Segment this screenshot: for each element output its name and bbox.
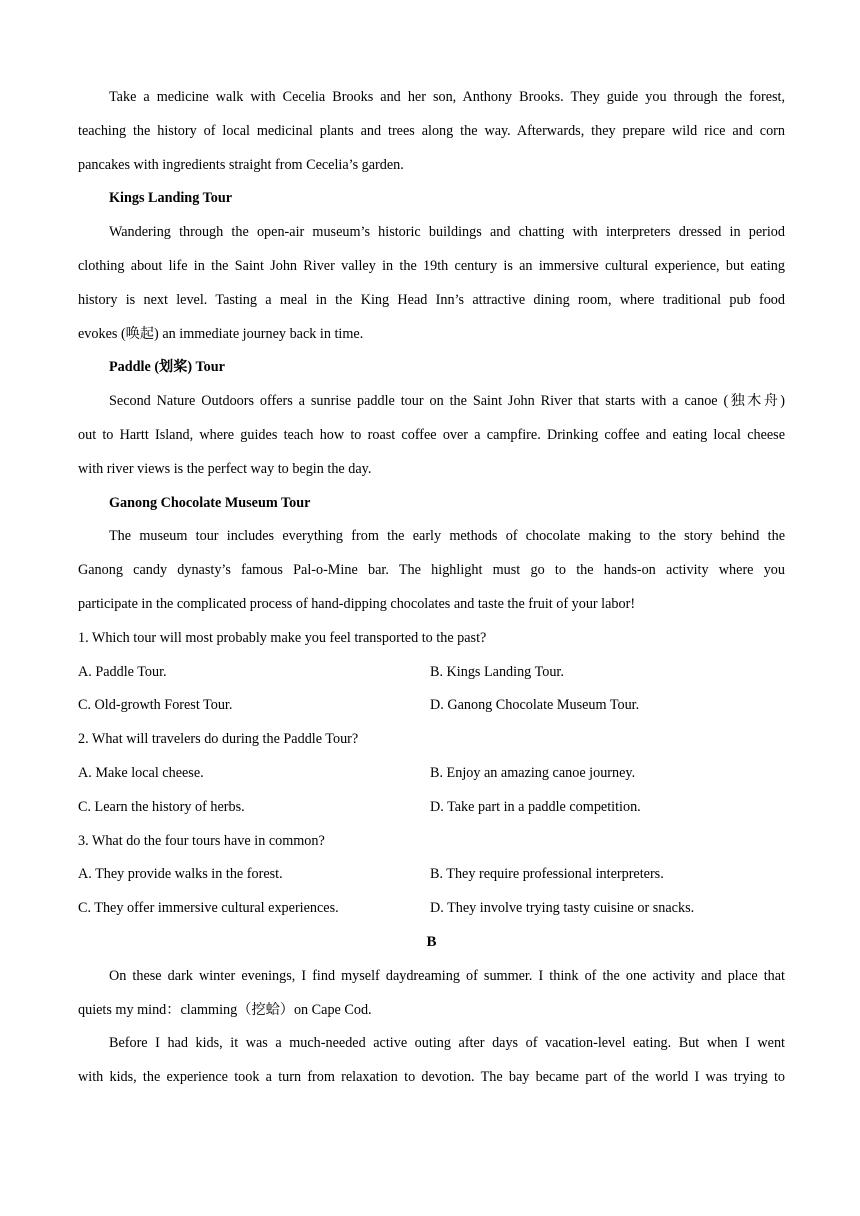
paragraph-line: clothing about life in the Saint John River valley in the 19th century is an immersive cultural experience, but eating <box>78 257 785 274</box>
paragraph-line: quiets my mind：clamming（挖蛤）on Cape Cod. <box>78 1001 372 1018</box>
section-heading: Paddle (划桨) Tour <box>109 359 225 376</box>
option-row <box>78 862 785 896</box>
paragraph-line: Take a medicine walk with Cecelia Brooks and her son, Anthony Brooks. They guide you through the forest, <box>109 89 785 105</box>
paragraph-line: pancakes with ingredients straight from Cecelia’s garden. <box>78 156 404 173</box>
question-stem: 3. What do the four tours have in common? <box>78 832 325 849</box>
option-a: A. Paddle Tour. <box>78 663 167 680</box>
paragraph-line: participate in the complicated process of hand-dipping chocolates and taste the fruit of your labor! <box>78 595 636 612</box>
paragraph-line: On these dark winter evenings, I find myself daydreaming of summer. I think of the one activity and place that <box>109 967 785 984</box>
paragraph-line: Wandering through the open-air museum’s historic buildings and chatting with interpreters dressed in period <box>109 224 785 241</box>
option-d: D. Ganong Chocolate Museum Tour. <box>430 697 640 714</box>
section-heading: Ganong Chocolate Museum Tour <box>109 494 311 511</box>
paragraph-line: Before I had kids, it was a much-needed active outing after days of vacation-level eating. But when I went <box>109 1035 785 1052</box>
paragraph-line: with kids, the experience took a turn from relaxation to devotion. The bay became part of the world I was trying to <box>78 1069 785 1086</box>
paragraph-line: The museum tour includes everything from the early methods of chocolate making to the story behind the <box>109 528 785 545</box>
option-d: D. They involve trying tasty cuisine or snacks. <box>430 900 695 917</box>
question-stem: 1. Which tour will most probably make you feel transported to the past? <box>78 629 487 646</box>
option-row <box>78 896 785 930</box>
option-row <box>78 761 785 795</box>
paragraph-line: history is next level. Tasting a meal in the King Head Inn’s attractive dining room, where traditional pub food <box>78 291 785 308</box>
option-c: C. Learn the history of herbs. <box>78 798 245 815</box>
paragraph-line: out to Hartt Island, where guides teach how to roast coffee over a campfire. Drinking coffee and eating local cheese <box>78 426 785 443</box>
document-body <box>78 85 785 1099</box>
question-stem: 2. What will travelers do during the Paddle Tour? <box>78 731 359 748</box>
section-label: B <box>426 933 437 950</box>
option-row <box>78 795 785 829</box>
option-row <box>78 693 785 727</box>
option-b: B. Kings Landing Tour. <box>430 663 564 680</box>
option-d: D. Take part in a paddle competition. <box>430 798 641 815</box>
option-a: A. Make local cheese. <box>78 764 204 781</box>
paragraph-line: Second Nature Outdoors offers a sunrise paddle tour on the Saint John River that starts with a canoe (独木舟) <box>109 393 785 410</box>
option-c: C. They offer immersive cultural experiences. <box>78 900 339 917</box>
section-heading: Kings Landing Tour <box>109 190 233 207</box>
paragraph-line: Ganong candy dynasty’s famous Pal-o-Mine bar. The highlight must go to the hands-on activity where you <box>78 562 785 579</box>
paragraph-line: with river views is the perfect way to begin the day. <box>78 460 372 477</box>
option-b: B. They require professional interpreters. <box>430 866 664 883</box>
option-a: A. They provide walks in the forest. <box>78 866 283 883</box>
paragraph-line: evokes (唤起) an immediate journey back in time. <box>78 325 364 342</box>
option-c: C. Old-growth Forest Tour. <box>78 697 233 714</box>
paragraph-line: teaching the history of local medicinal plants and trees along the way. Afterwards, they prepare wild rice and corn <box>78 122 785 139</box>
option-b: B. Enjoy an amazing canoe journey. <box>430 764 636 781</box>
option-row <box>78 660 785 694</box>
